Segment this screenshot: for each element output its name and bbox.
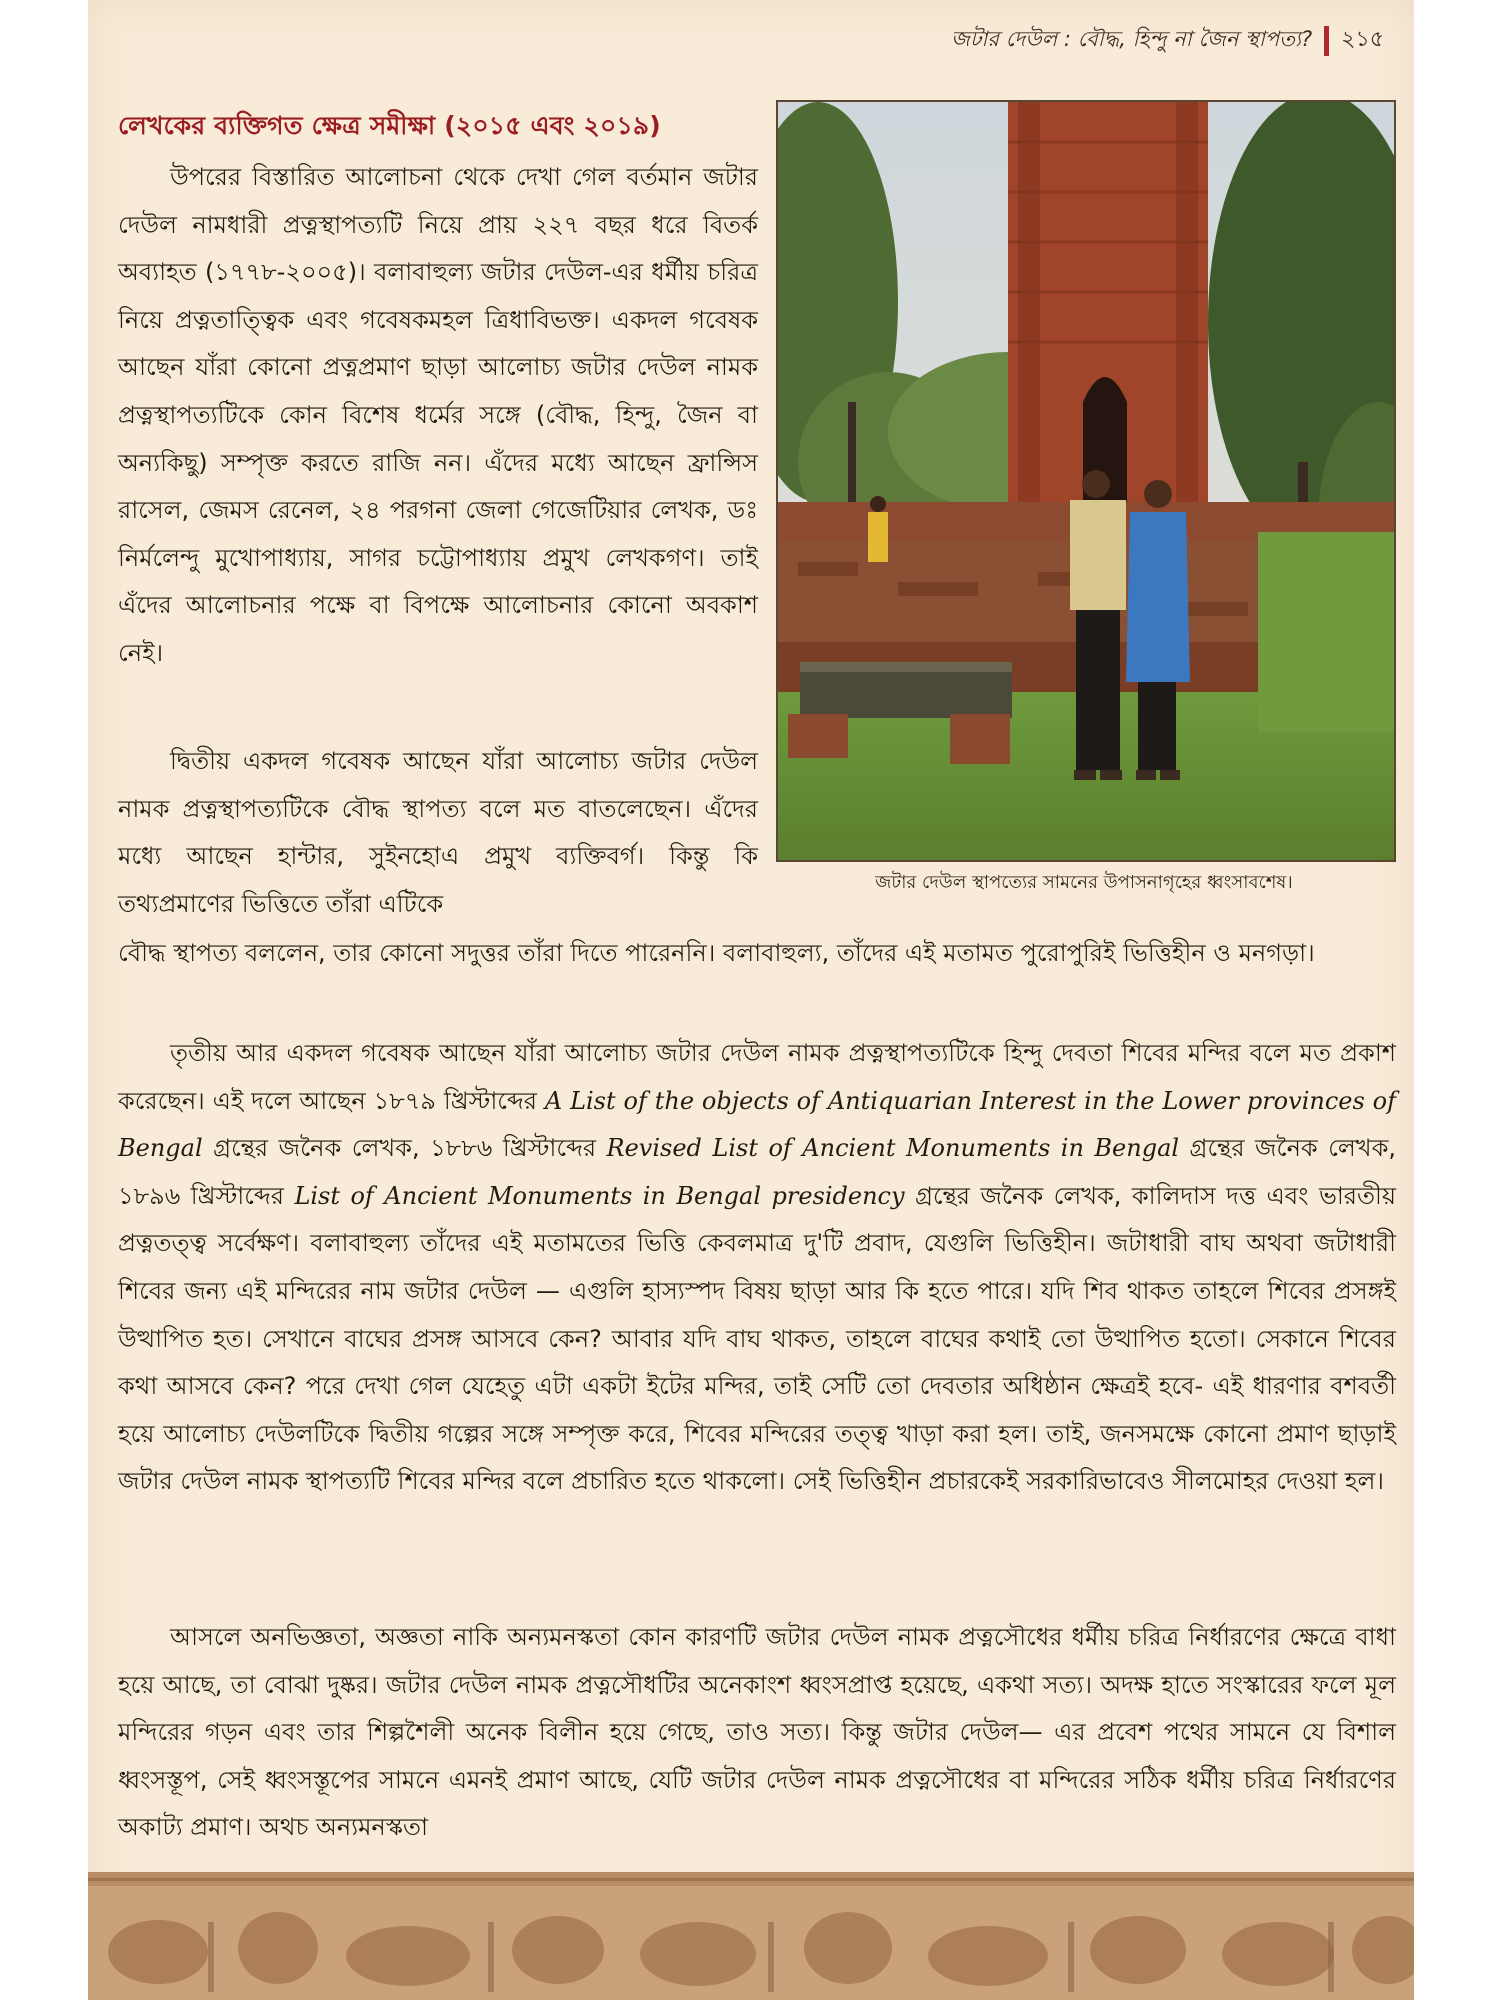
- paragraph-1: [118, 154, 758, 678]
- paragraph-3-text-2: গ্রন্থের জনৈক লেখক, ১৮৮৬ খ্রিস্টাব্দের: [202, 1134, 607, 1163]
- running-head: [951, 22, 1384, 59]
- section-heading: লেখকের ব্যক্তিগত ক্ষেত্র সমীক্ষা (২০১৫ এবং ২০১৯): [118, 111, 661, 140]
- paragraph-3-book-title-3: List of Ancient Monuments in Bengal presidency: [294, 1181, 905, 1210]
- paragraph-2-text-lower: বৌদ্ধ স্থাপত্য বললেন, তার কোনো সদুত্তর তাঁরা দিতে পারেননি। বলাবাহুল্য, তাঁদের এই মতামত পুরোপুরিই ভিত্তিহীন ও মনগড়া।: [118, 939, 1315, 967]
- figure-caption: জটার দেউল স্থাপত্যের সামনের উপাসনাগৃহের ধ্বংসাবশেষ।: [875, 872, 1293, 893]
- paragraph-2-lower: [118, 930, 1396, 978]
- paragraph-1-text: উপরের বিস্তারিত আলোচনা থেকে দেখা গেল বর্তমান জটার দেউল নামধারী প্রত্নস্থাপত্যটি নিয়ে প্রায় ২২৭ বছর ধরে বিতর্ক অব্যাহত (১৭৭৮-২০০৫)। বলাবাহুল্য জটার দেউল-এর ধর্মীয় চরিত্র নিয়ে প্রত্নতাত্ত্বিক এবং গবেষকমহল ত্রিধাবিভক্ত। একদল গবেষক আছেন যাঁরা কোনো প্রত্নপ্রমাণ ছাড়া আলোচ্য জটার দেউল নামক প্রত্নস্থাপত্যটিকে কোন বিশেষ ধর্মের সঙ্গে (বৌদ্ধ, হিন্দু, জৈন বা অন্যকিছু) সম্পৃক্ত করতে রাজি নন। এঁদের মধ্যে আছেন ফ্রান্সিস রাসেল, জেমস রেনেল, ২৪ পরগনা জেলা গেজেটিয়ার লেখক, ডঃ নির্মলেন্দু মুখোপাধ্যায়, সাগর চট্টোপাধ্যায় প্রমুখ লেখকগণ। তাই এঁদের আলোচনার পক্ষে বা বিপক্ষে আলোচনার কোনো অবকাশ নেই।: [118, 163, 758, 667]
- paragraph-3-text-4: গ্রন্থের জনৈক লেখক, কালিদাস দত্ত এবং ভারতীয় প্রত্নতত্ত্ব সর্বেক্ষণ। বলাবাহুল্য তাঁদের এই মতামতের ভিত্তি কেবলমাত্র দু'টি প্রবাদ, যেগুলি ভিত্তিহীন। জটাধারী বাঘ অথবা জটাধারী শিবের জন্য এই মন্দিরের নাম জটার দেউল — এগুলি হাস্যস্পদ বিষয় ছাড়া আর কি হতে পারে। যদি শিব থাকত তাহলে শিবের প্রসঙ্গই উত্থাপিত হত। সেখানে বাঘের প্রসঙ্গ আসবে কেন? আবার যদি বাঘ থাকত, তাহলে বাঘের কথাই তো উত্থাপিত হতো। সেকানে শিবের কথা আসবে কেন? পরে দেখা গেল যেহেতু এটা একটা ইটের মন্দির, তাই সেটি তো দেবতার অধিষ্ঠান ক্ষেত্রই হবে- এই ধারণার বশবর্তী হয়ে আলোচ্য দেউলটিকে দ্বিতীয় গল্পের সঙ্গে সম্পৃক্ত করে, শিবের মন্দিরের তত্ত্ব খাড়া করা হল। তাই, জনসমক্ষে কোনো প্রমাণ ছাড়াই জটার দেউল নামক স্থাপত্যটি শিবের মন্দির বলে প্রচারিত হতে থাকলো। সেই ভিত্তিহীন প্রচারকেই সরকারিভাবেও সীলমোহর দেওয়া হল।: [118, 1181, 1397, 1496]
- paragraph-3-book-title-1: A List of the objects of Antiquarian Interest in the Lower provinces of Bengal: [118, 1086, 1396, 1163]
- page-number: ২১৫: [1341, 27, 1384, 52]
- paragraph-3-book-title-2: Revised List of Ancient Monuments in Bengal: [606, 1134, 1180, 1163]
- carved-terracotta-frieze: [88, 1872, 1414, 2000]
- paragraph-4-text: আসলে অনভিজ্ঞতা, অজ্ঞতা নাকি অন্যমনস্কতা কোন কারণটি জটার দেউল নামক প্রত্নসৌধের ধর্মীয় চরিত্র নির্ধারণের ক্ষেত্রে বাধা হয়ে আছে, তা বোঝা দুষ্কর। জটার দেউল নামক প্রত্নসৌধটির অনেকাংশ ধ্বংসপ্রাপ্ত হয়েছে, একথা সত্য। অদক্ষ হাতে সংস্কারের ফলে মূল মন্দিরের গড়ন এবং তার শিল্পশৈলী অনেক বিলীন হয়ে গেছে, তাও সত্য। কিন্তু জটার দেউল— এর প্রবেশ পথের সামনে যে বিশাল ধ্বংসস্তূপ, সেই ধ্বংসস্তূপের সামনে এমনই প্রমাণ আছে, যেটি জটার দেউল নামক প্রত্নসৌধের বা মন্দিরের সঠিক ধর্মীয় চরিত্র নির্ধারণের অকাট্য প্রমাণ। অথচ অন্যমনস্কতা: [118, 1623, 1396, 1842]
- paragraph-3: [118, 1030, 1396, 1506]
- paragraph-3-text-1: তৃতীয় আর একদল গবেষক আছেন যাঁরা আলোচ্য জটার দেউল নামক প্রত্নস্থাপত্যটিকে হিন্দু দেবতা শিবের মন্দির বলে মত প্রকাশ করেছেন। এই দলে আছেন ১৮৭৯ খ্রিস্টাব্দের: [118, 1039, 1396, 1115]
- running-head-divider: [1324, 26, 1329, 56]
- paragraph-2-upper: [118, 738, 758, 928]
- paragraph-3-text-3: গ্রন্থের জনৈক লেখক, ১৮৯৬ খ্রিস্টাব্দের: [118, 1134, 1396, 1210]
- book-page: [88, 0, 1414, 2000]
- paragraph-2-text-upper: দ্বিতীয় একদল গবেষক আছেন যাঁরা আলোচ্য জটার দেউল নামক প্রত্নস্থাপত্যটিকে বৌদ্ধ স্থাপত্য বলে মত বাতলেছেন। এঁদের মধ্যে আছেন হান্টার, সুইনহোএ প্রমুখ ব্যক্তিবর্গ। কিন্তু কি তথ্যপ্রমাণের ভিত্তিতে তাঁরা এটিকে: [118, 747, 758, 918]
- running-head-title: জটার দেউল : বৌদ্ধ, হিন্দু না জৈন স্থাপত্য?: [951, 27, 1313, 51]
- temple-ruins-photo: [776, 100, 1396, 862]
- paragraph-4: [118, 1614, 1396, 1852]
